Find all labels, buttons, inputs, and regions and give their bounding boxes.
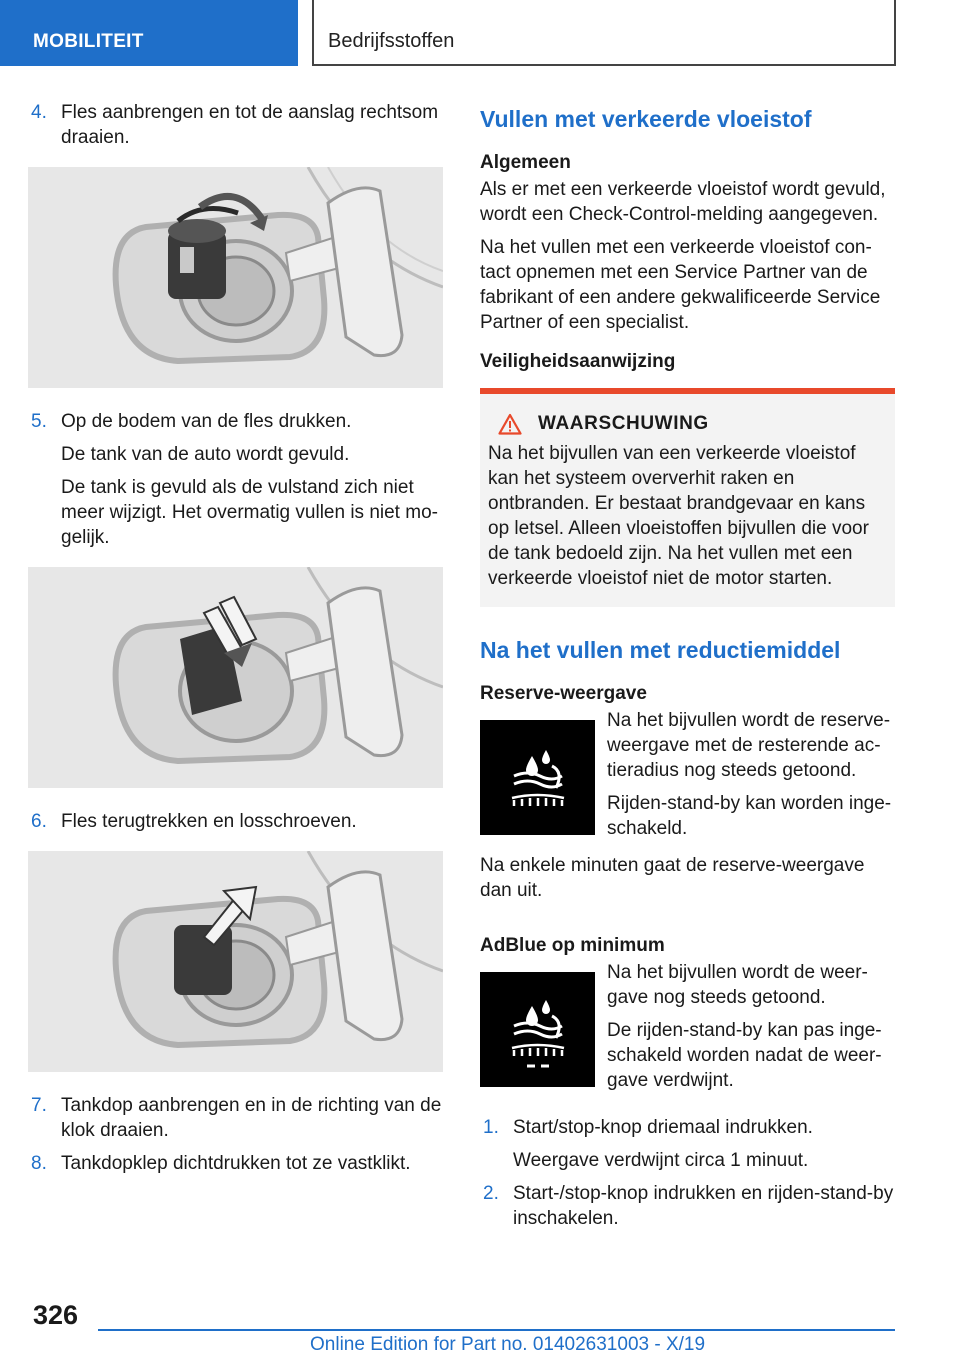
heading-wrong-fluid: Vullen met verkeerde vloeistof: [480, 106, 812, 132]
step-text: Start/stop-knop driemaal indrukken.: [513, 1117, 813, 1138]
heading-after-filling: Na het vullen met reductiemiddel: [480, 637, 841, 663]
warning-text: Na het bijvullen van een verkeerde vloeistof kan het systeem oververhit raken en ontbranden. Er bestaat brandgevaar en kans op letsel. Alleen vloeistoffen bijvullen die voor de tank bedoeld zijn. Na het vullen met een verkeerde vloeistof niet de motor starten.: [488, 443, 869, 589]
warning-box: [480, 388, 895, 607]
reserve-paragraph-2: Rijden-stand-by kan worden inge-schakeld.: [607, 793, 892, 839]
step-text: Start-/stop-knop indrukken en rijden-stand-by inschakelen.: [513, 1183, 894, 1229]
step-number: 1.: [483, 1117, 499, 1138]
illustration-bottle-screw-in: [28, 167, 443, 388]
minimum-paragraph-1: Na het bijvullen wordt de weer-gave nog steeds getoond.: [607, 962, 868, 1008]
warning-label: WAARSCHUWING: [538, 413, 709, 434]
footer-divider: [98, 1329, 895, 1331]
step-number: 4.: [31, 102, 47, 123]
right-column: [480, 100, 895, 1239]
paragraph-general-2: Na het vullen met een verkeerde vloeistof con-tact opnemen met een Service Partner van de fabrikant of een andere gekwalificeerde Service Partner of een specialist.: [480, 237, 881, 333]
step-number: 6.: [31, 811, 47, 832]
section-tab: MOBILITEIT: [0, 0, 298, 66]
illustration-bottle-remove: [28, 851, 443, 1072]
illustration-bottle-press: [28, 567, 443, 788]
step-5-note-1: De tank van de auto wordt gevuld.: [61, 444, 350, 465]
warning-title: [498, 413, 887, 435]
page-number: 326: [33, 1300, 79, 1330]
step-7: [28, 1093, 443, 1143]
minimum-paragraph-2: De rijden-stand-by kan pas inge-schakeld worden nadat de weer-gave verdwijnt.: [607, 1020, 882, 1091]
step-5-note-2: De tank is gevuld als de vulstand zich niet meer wijzigt. Het overmatig vullen is niet mo-gelijk.: [61, 477, 438, 548]
subheading-reserve: Reserve-weergave: [480, 683, 647, 704]
step-6: [28, 809, 443, 834]
subheading-general: Algemeen: [480, 152, 571, 173]
step-number: 5.: [31, 411, 47, 432]
page-header: [0, 0, 960, 66]
chapter-title: Bedrijfsstoffen: [312, 0, 896, 66]
adblue-reserve-icon: [480, 720, 595, 835]
minimum-display-row: [480, 960, 895, 1101]
step-number: 8.: [31, 1153, 47, 1174]
reserve-display-row: [480, 708, 895, 849]
step-text: Tankdopklep dichtdrukken tot ze vastklikt.: [61, 1153, 411, 1174]
step-number: 2.: [483, 1183, 499, 1204]
step-text: Tankdop aanbrengen en in de richting van de klok draaien.: [61, 1095, 442, 1141]
step-2: [480, 1181, 895, 1231]
step-text: Op de bodem van de fles drukken.: [61, 411, 352, 432]
step-text: Fles aanbrengen en tot de aanslag rechtsom draaien.: [61, 102, 439, 148]
step-text: Fles terugtrekken en losschroeven.: [61, 811, 357, 832]
step-5: [28, 409, 443, 434]
subheading-safety: Veiligheidsaanwijzing: [480, 351, 676, 372]
step-1: [480, 1115, 895, 1140]
step-8: [28, 1151, 443, 1176]
step-1-note: Weergave verdwijnt circa 1 minuut.: [513, 1150, 809, 1171]
left-column: [28, 100, 443, 1184]
warning-triangle-icon: [498, 413, 522, 435]
paragraph-general-1: Als er met een verkeerde vloeistof wordt gevuld, wordt een Check-Control-melding aangegeven.: [480, 179, 886, 225]
reserve-paragraph-3: Na enkele minuten gaat de reserve-weergave dan uit.: [480, 855, 865, 901]
subheading-minimum: AdBlue op minimum: [480, 935, 665, 956]
adblue-minimum-icon: [480, 972, 595, 1087]
reserve-paragraph-1: Na het bijvullen wordt de reserve-weergave met de resterende ac-tieradius nog steeds getoond.: [607, 710, 891, 781]
footer-edition: Online Edition for Part no. 01402631003 - X/19: [310, 1334, 706, 1355]
step-number: 7.: [31, 1095, 47, 1116]
step-4: [28, 100, 443, 150]
